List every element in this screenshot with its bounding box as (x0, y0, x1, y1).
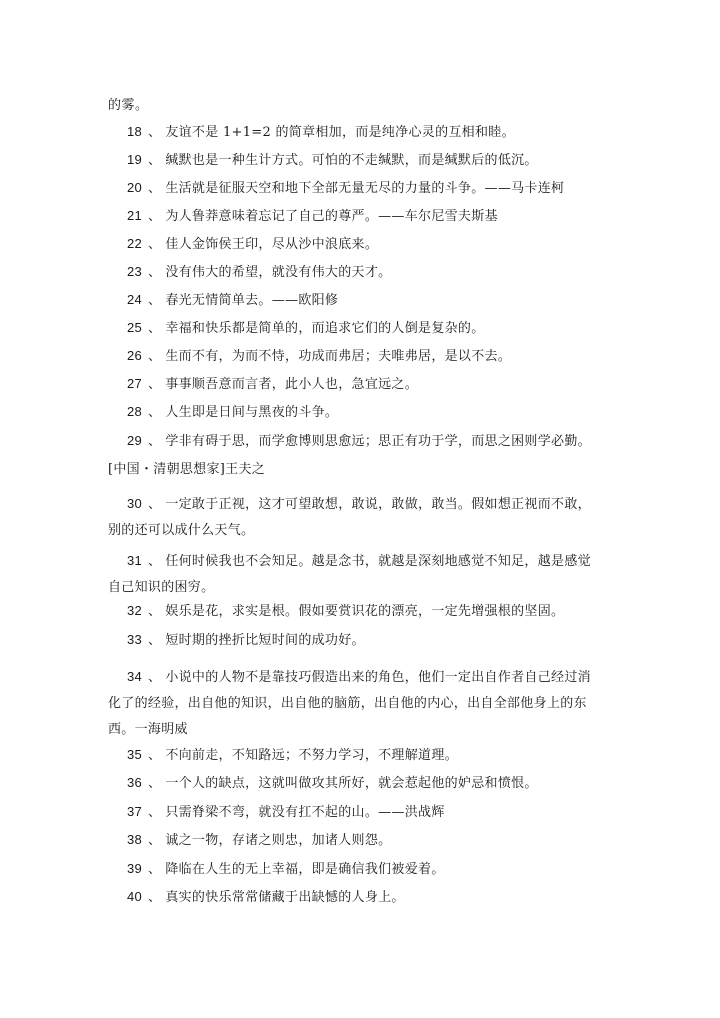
item-text: 任何时候我也不会知足。越是念书，就越是深刻地感觉不知足，越是感觉自己知识的困穷。 (108, 554, 591, 595)
item-number: 23 (126, 264, 142, 279)
item-separator: 、 (148, 405, 162, 420)
list-item (108, 745, 598, 766)
item-number: 34 (126, 669, 142, 684)
list-item (108, 374, 598, 395)
item-number: 38 (126, 832, 142, 847)
item-separator: 、 (148, 125, 162, 140)
item-text: 事事顺吾意而言者，此小人也，急宜远之。 (165, 377, 419, 392)
item-separator: 、 (148, 293, 162, 308)
item-text: 降临在人生的无上幸福，即是确信我们被爱着。 (165, 862, 445, 877)
item-number: 37 (126, 804, 142, 819)
item-separator: 、 (148, 748, 162, 763)
item-text: 一定敢于正视，这才可望敢想，敢说，敢做，敢当。假如想正视而不敢，别的还可以成什么天气。 (108, 497, 591, 538)
item-number: 22 (126, 236, 142, 251)
item-number: 27 (126, 376, 142, 391)
item-number: 40 (126, 889, 142, 904)
item-separator: 、 (148, 497, 162, 512)
item-separator: 、 (148, 321, 162, 336)
item-text: 生活就是征服天空和地下全部无量无尽的力量的斗争。——马卡连柯 (165, 181, 565, 196)
item-separator: 、 (148, 237, 162, 252)
list-item (108, 122, 598, 143)
item-separator: 、 (148, 181, 162, 196)
list-item (108, 290, 598, 311)
item-text: 生而不有，为而不恃，功成而弗居；夫唯弗居，是以不去。 (165, 349, 512, 364)
list-item (108, 664, 594, 743)
item-separator: 、 (148, 862, 162, 877)
item-number: 25 (126, 320, 142, 335)
item-separator: 、 (148, 890, 162, 905)
item-separator: 、 (148, 434, 162, 449)
item-text: 短时期的挫折比短时间的成功好。 (165, 633, 365, 648)
list-item (108, 234, 598, 255)
item-number: 33 (126, 632, 142, 647)
list-item (108, 346, 598, 367)
list-item (108, 206, 598, 227)
list-item (108, 431, 598, 452)
list-item (108, 491, 594, 544)
item-separator: 、 (148, 265, 162, 280)
item-separator: 、 (148, 670, 162, 685)
item-separator: 、 (148, 153, 162, 168)
item-number: 29 (126, 433, 142, 448)
item-separator: 、 (148, 349, 162, 364)
item-separator: 、 (148, 833, 162, 848)
item-text: 春光无情简单去。——欧阳修 (165, 293, 339, 308)
item-separator: 、 (148, 377, 162, 392)
item-text: 娱乐是花，求实是根。假如要赏识花的漂亮，一定先增强根的坚固。 (165, 604, 565, 619)
item-number: 28 (126, 404, 142, 419)
item-number: 18 (126, 124, 142, 139)
item-number: 20 (126, 180, 142, 195)
list-item (108, 402, 598, 423)
item-number: 30 (126, 496, 142, 511)
item-text: 缄默也是一种生计方式。可怕的不走缄默，而是缄默后的低沉。 (165, 153, 538, 168)
item-separator: 、 (148, 554, 162, 569)
item-separator: 、 (148, 633, 162, 648)
item-number: 35 (126, 747, 142, 762)
item-separator: 、 (148, 604, 162, 619)
list-item (108, 150, 598, 171)
item-separator: 、 (148, 776, 162, 791)
item-separator: 、 (148, 209, 162, 224)
item-text: 真实的快乐常常储藏于出缺憾的人身上。 (165, 890, 405, 905)
item-text: 学非有碍于思，而学愈博则思愈远；思正有功于学，而思之困则学必勤。 (165, 434, 591, 449)
item-number: 19 (126, 152, 142, 167)
item-text: 只需脊梁不弯，就没有扛不起的山。——洪战辉 (165, 805, 445, 820)
item-text: 不向前走，不知路远；不努力学习，不理解道理。 (165, 748, 458, 763)
item-text: 人生即是日间与黑夜的斗争。 (165, 405, 339, 420)
item-text: 小说中的人物不是靠技巧假造出来的角色，他们一定出自作者自己经过消化了的经验，出自他的知识，出自他的脑筋，出自他的内心，出自全部他身上的东西。一海明威 (108, 670, 591, 737)
list-item (108, 887, 598, 908)
list-item (108, 830, 598, 851)
list-item (108, 262, 598, 283)
list-item (108, 630, 598, 651)
item-number: 21 (126, 208, 142, 223)
item-text: 友谊不是 1+1=2 的简章相加，而是纯净心灵的互相和睦。 (165, 125, 515, 140)
item-number: 32 (126, 603, 142, 618)
item-text: 一个人的缺点，这就叫做攻其所好，就会惹起他的妒忌和愤恨。 (165, 776, 538, 791)
text-fragment: 的雾。 (108, 98, 149, 113)
item-separator: 、 (148, 805, 162, 820)
list-item (108, 178, 598, 199)
item-text: 佳人金饰侯王印，尽从沙中浪底来。 (165, 237, 379, 252)
list-item (108, 548, 594, 601)
list-item (108, 773, 598, 794)
item-text: 没有伟大的希望，就没有伟大的天才。 (165, 265, 392, 280)
attribution-note: [中国・清朝思想家]王夫之 (108, 462, 266, 477)
item-number: 39 (126, 861, 142, 876)
item-text: 为人鲁莽意味着忘记了自己的尊严。——车尔尼雪夫斯基 (165, 209, 498, 224)
list-item (108, 601, 598, 622)
item-number: 24 (126, 292, 142, 307)
item-text: 诚之一物，存诸之则忠，加诸人则怨。 (165, 833, 392, 848)
item-text: 幸福和快乐都是简单的，而追求它们的人倒是复杂的。 (165, 321, 485, 336)
item-number: 26 (126, 348, 142, 363)
list-item (108, 318, 598, 339)
item-number: 31 (126, 553, 142, 568)
list-item (108, 802, 598, 823)
item-number: 36 (126, 775, 142, 790)
list-item (108, 859, 598, 880)
